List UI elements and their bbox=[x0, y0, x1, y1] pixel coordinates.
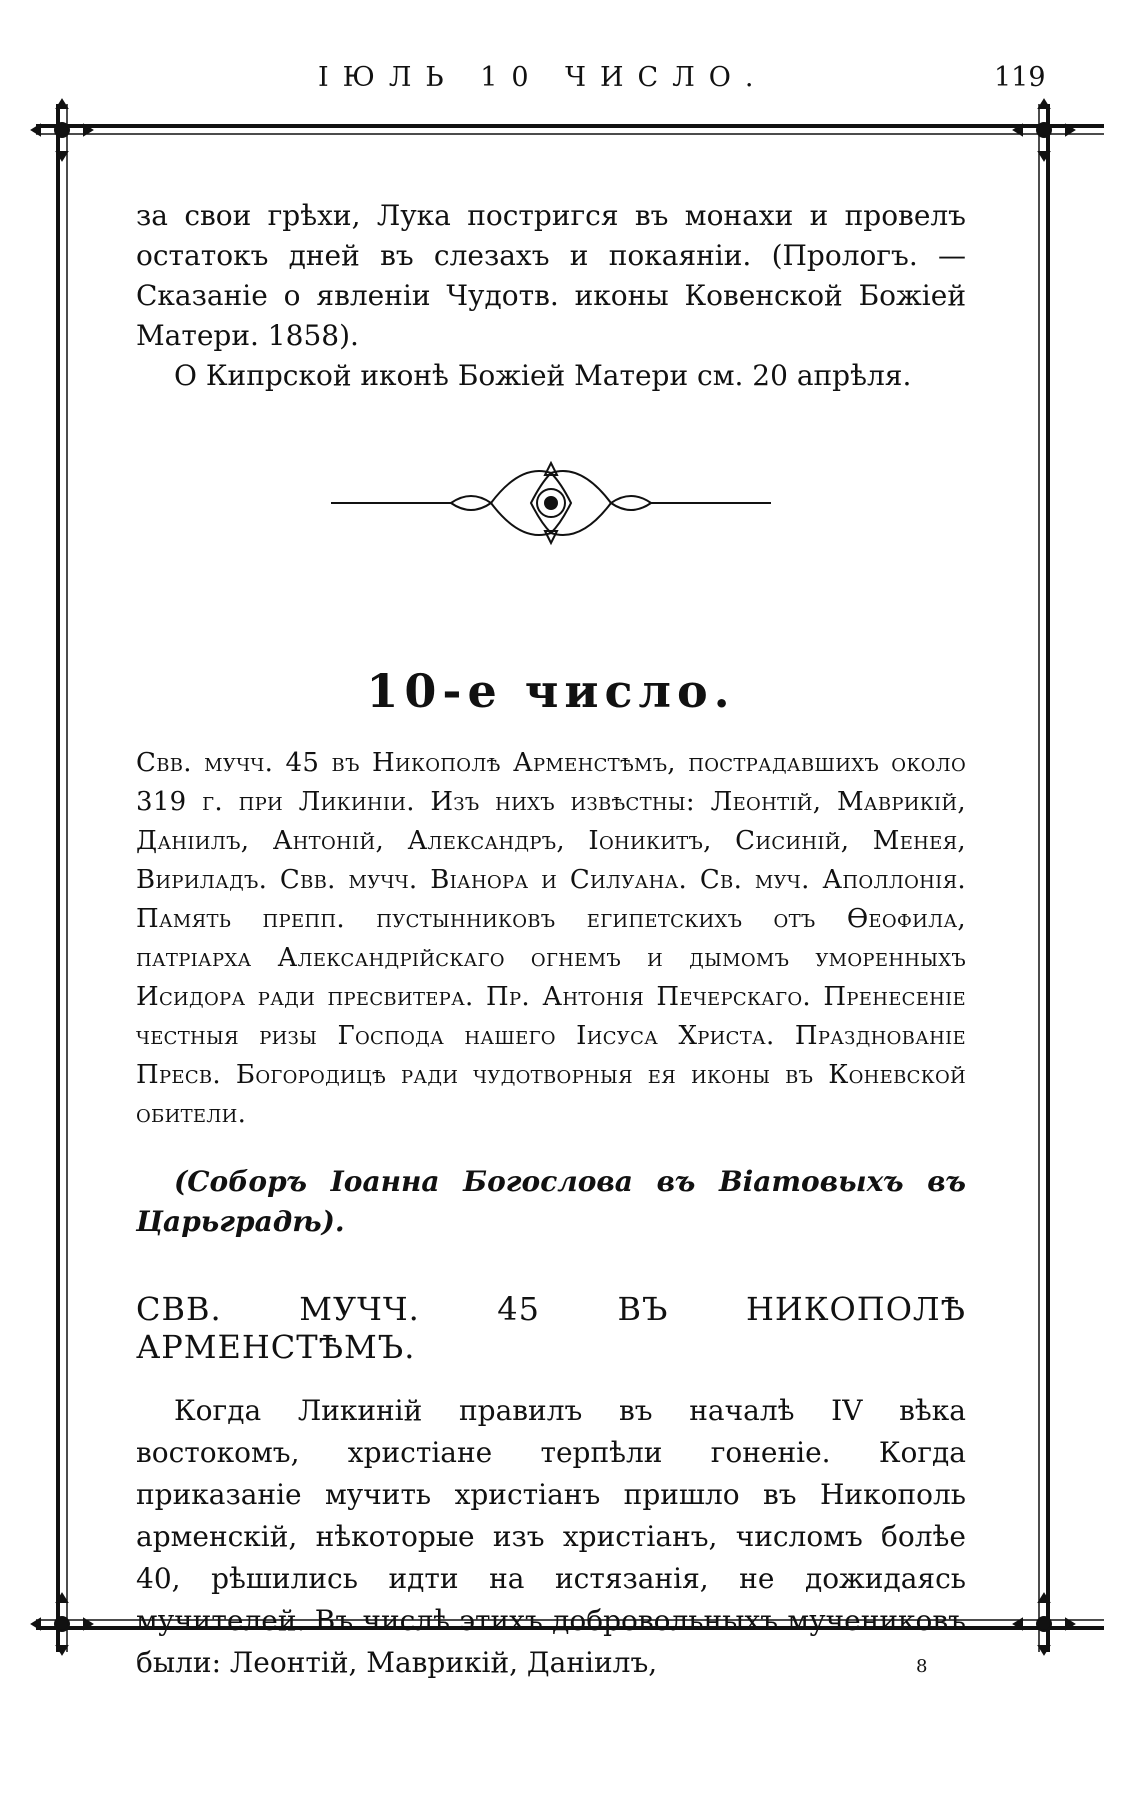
signature-mark: 8 bbox=[916, 1656, 928, 1677]
running-title: ІЮЛЬ 10 ЧИСЛО. bbox=[318, 62, 768, 93]
paragraph-cyprus-icon: О Кипрской иконѣ Божіей Матери см. 20 апрѣля. bbox=[174, 359, 912, 392]
section-title: 10-е число. bbox=[366, 664, 736, 718]
article-heading: СВВ. МУЧЧ. 45 ВЪ НИКОПОЛѢ АРМЕНСТѢМЪ. bbox=[136, 1290, 966, 1366]
paragraph-continued: за свои грѣхи, Лука постригся въ монахи и провелъ остатокъ дней въ слезахъ и покаяніи. (Прологъ. — Сказаніе о явленіи Чудотв. иконы Ковенской Божіей Матери. 1858). bbox=[136, 199, 966, 352]
synaxis-note: (Соборъ Іоанна Богослова въ Віатовыхъ въ Царьградѣ). bbox=[136, 1165, 966, 1238]
headpiece-ornament bbox=[331, 458, 771, 548]
corner-ornament-bottom-right bbox=[1014, 1594, 1074, 1654]
page-number: 119 bbox=[994, 62, 1046, 93]
page-content bbox=[136, 196, 966, 1684]
corner-ornament-top-right bbox=[1014, 100, 1074, 160]
commemorations-summary: Свв. мучч. 45 въ Никополѣ Арменстѣмъ, пострадавшихъ около 319 г. при Ликиніи. Изъ нихъ извѣстны: Леонтій, Маврикій, Даніилъ, Антоній, Александръ, Іоникитъ, Сисиній, Менея, Вириладъ. Свв. мучч. Віанора и Силуана. Св. муч. Аполлонія. Память препп. пустынниковъ египетскихъ отъ Ѳеофила, патріарха Александрійскаго огнемъ и дымомъ уморенныхъ Исидора ради пресвитера. Пр. Антонія Печерскаго. Пренесеніе честныя ризы Господа нашего Іисуса Христа. Празднованіе Пресв. Богородицѣ ради чудотворныя ея иконы въ Коневской обители. bbox=[136, 748, 966, 1129]
article-body: Когда Ликиній правилъ въ началѣ IV вѣка востокомъ, христіане терпѣли гоненіе. Когда приказаніе мучить христіанъ пришло въ Никополь арменскій, нѣкоторые изъ христіанъ, числомъ болѣе 40, рѣшились идти на истязанія, не дожидаясь мучителей. Въ числѣ этихъ добровольныхъ мучениковъ были: Леонтій, Маврикій, Даніилъ, bbox=[136, 1394, 966, 1679]
corner-ornament-top-left bbox=[32, 100, 92, 160]
corner-ornament-bottom-left bbox=[32, 1594, 92, 1654]
